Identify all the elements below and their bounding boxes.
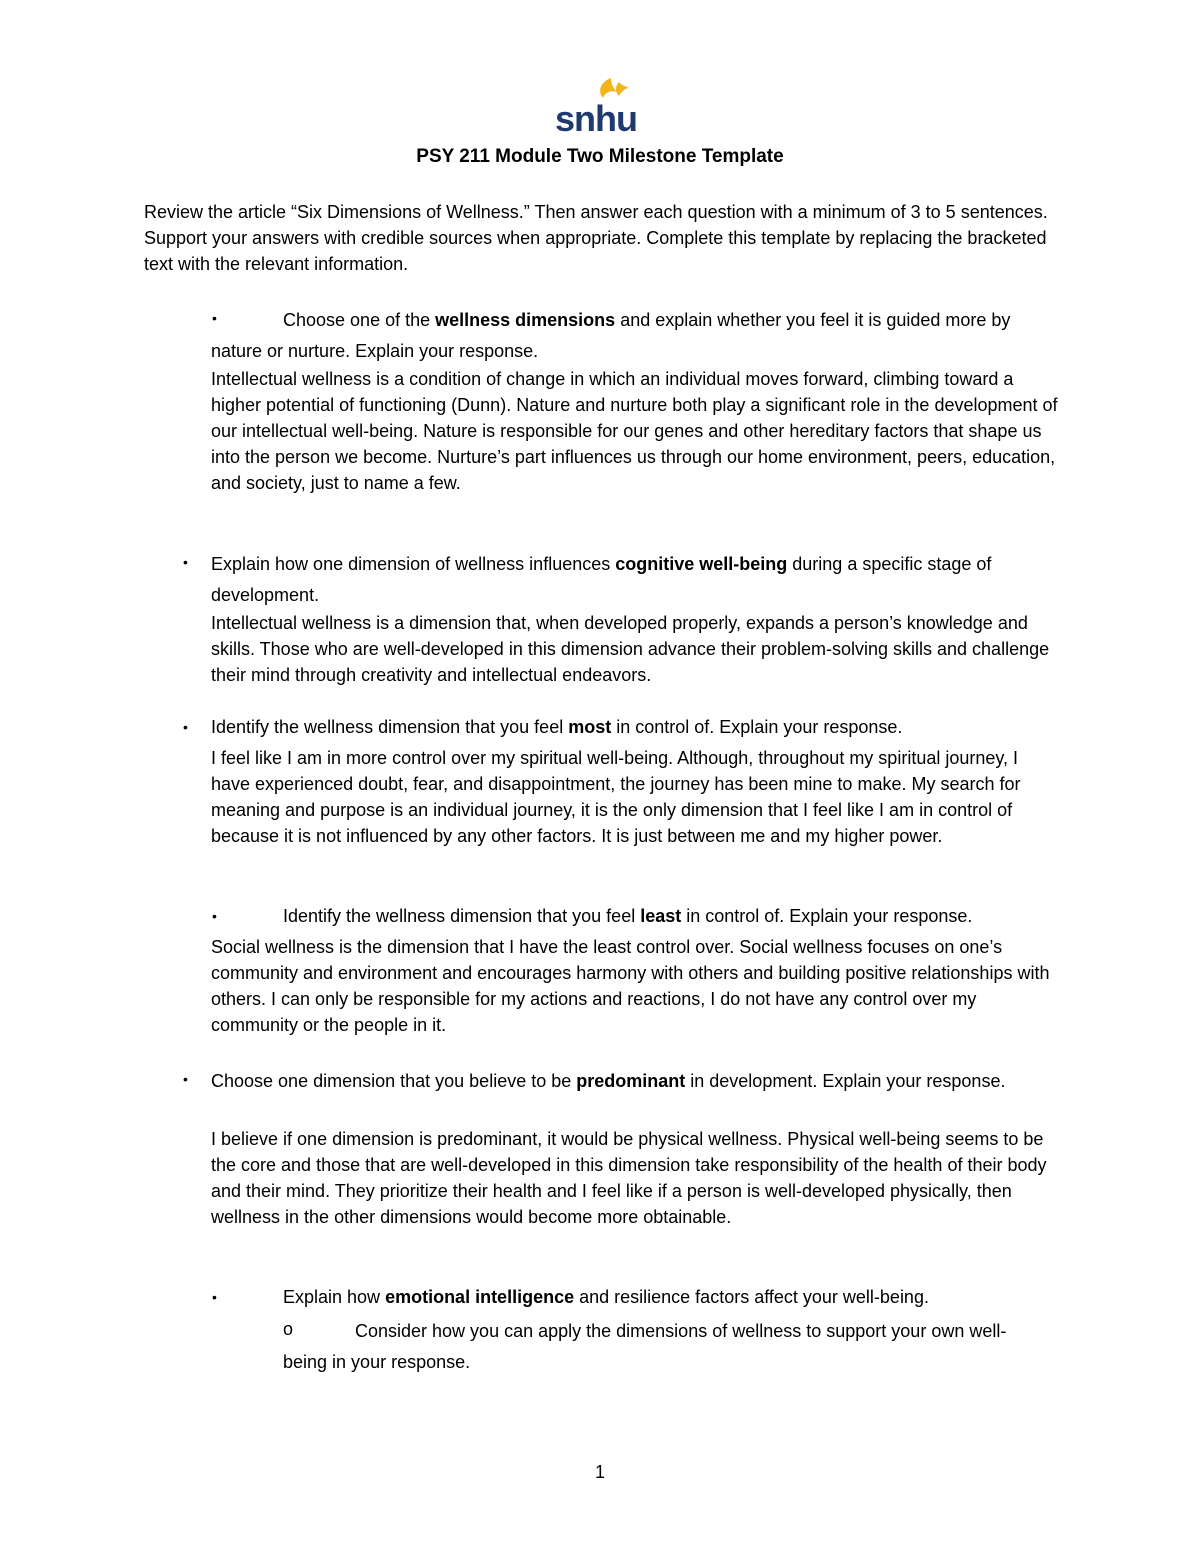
sub-bullet: o — [283, 1319, 294, 1339]
answer-5: I believe if one dimension is predominant, it would be physical wellness. Physical well-being seems to be the core and those that are well-developed in this dimension take responsibility of the health of their body and their mind. They prioritize their health and I feel like if a person is well-developed physically, then wellness in the other dimensions would become more obtainable. — [211, 1129, 1047, 1227]
answer-4: Social wellness is the dimension that I have the least control over. Social wellness focuses on one’s community and environment and encourages harmony with others and building positive relationships with others. I can only be responsible for my actions and reactions, I do not have any control over my community or the people in it. — [211, 937, 1050, 1035]
intro-paragraph: Review the article “Six Dimensions of Wellness.” Then answer each question with a minimum of 3 to 5 sentences. Support your answers with credible sources when appropriate. Complete this template by replacing the bracketed text with the relevant information. — [144, 202, 1048, 274]
question-6: Explain how emotional intelligence and resilience factors affect your well-being. — [283, 1287, 929, 1307]
bullet: • — [183, 1071, 188, 1087]
bullet: • — [183, 719, 188, 735]
question-2: Explain how one dimension of wellness influences cognitive well-being during a specific stage of development. — [211, 554, 992, 605]
question-5: Choose one dimension that you believe to be predominant in development. Explain your response. — [211, 1071, 1006, 1091]
question-1: Choose one of the wellness dimensions and explain whether you feel it is guided more by nature or nurture. Explain your response. — [211, 310, 1011, 361]
sub-question: Consider how you can apply the dimensions of wellness to support your own well-being in your response. — [283, 1321, 1007, 1372]
page-number: 1 — [594, 1462, 605, 1482]
answer-2: Intellectual wellness is a dimension that, when developed properly, expands a person’s knowledge and skills. Those who are well-developed in this dimension advance their problem-solving skills and challenge their mind through creativity and intellectual endeavors. — [211, 613, 1050, 685]
bullet: • — [183, 554, 188, 570]
answer-3: I feel like I am in more control over my spiritual well-being. Although, throughout my spiritual journey, I have experienced doubt, fear, and disappointment, the journey has been mine to make. My search for meaning and purpose is an individual journey, it is the only dimension that I feel like I am in control of because it is not influenced by any other factors. It is just between me and my higher power. — [211, 748, 1021, 846]
snhu-logo — [553, 76, 643, 134]
document-title: PSY 211 Module Two Milestone Template — [416, 146, 784, 167]
bullet: • — [212, 1289, 217, 1305]
bullet: • — [212, 310, 217, 326]
svg-text:snhu: snhu — [555, 98, 637, 134]
question-4: Identify the wellness dimension that you feel least in control of. Explain your response. — [283, 906, 973, 926]
bullet: • — [212, 908, 217, 924]
question-3: Identify the wellness dimension that you feel most in control of. Explain your response. — [211, 717, 903, 737]
flame-icon — [600, 78, 617, 98]
answer-1: Intellectual wellness is a condition of change in which an individual moves forward, climbing toward a higher potential of functioning (Dunn). Nature and nurture both play a significant role in the development of our intellectual well-being. Nature is responsible for our genes and other hereditary factors that shape us into the person we become. Nurture’s part influences us through our home environment, peers, education, and society, just to name a few. — [211, 369, 1058, 493]
